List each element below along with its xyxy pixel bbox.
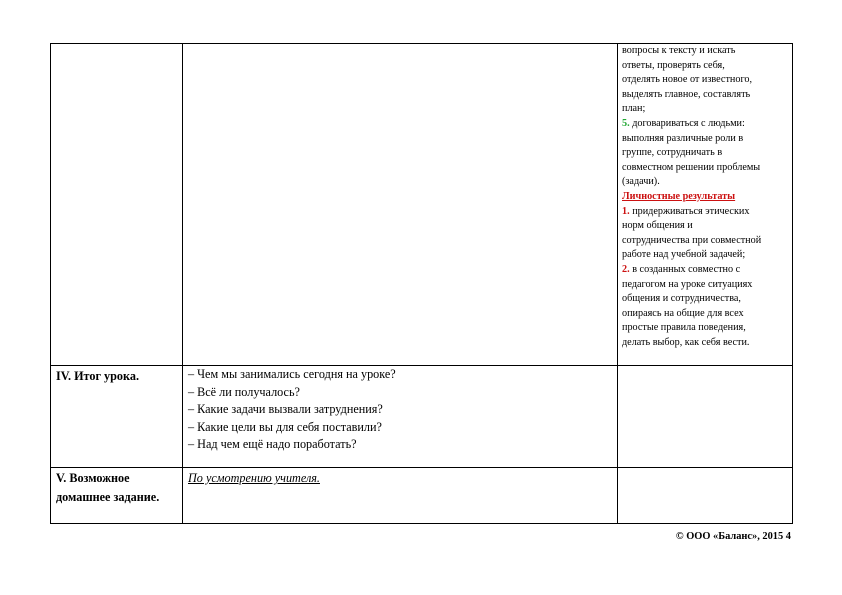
- text-line: договариваться с людьми:: [629, 117, 745, 129]
- question-item: – Над чем ещё надо поработать?: [188, 437, 357, 452]
- text-line: (задачи).: [622, 176, 660, 188]
- item-number: 5.: [622, 117, 630, 129]
- text-line: совместном решении проблемы: [622, 161, 761, 173]
- text-line: работе над учебной задачей;: [622, 249, 746, 261]
- table-row: [51, 366, 793, 468]
- results-cell: [618, 44, 793, 366]
- item-number: 2.: [622, 263, 630, 275]
- content-cell: [183, 468, 618, 524]
- text-line: группе, сотрудничать в: [622, 147, 723, 159]
- text-line: отделять новое от известного,: [622, 74, 753, 86]
- stage-cell: [51, 468, 183, 524]
- results-cell: [618, 468, 793, 524]
- stage-title-line: домашнее задание.: [56, 489, 160, 504]
- stage-cell: [51, 366, 183, 468]
- text-line: сотрудничества при совместной: [622, 234, 762, 246]
- question-item: – Всё ли получалось?: [188, 384, 300, 399]
- table-row: [51, 468, 793, 524]
- list-item: [622, 263, 788, 278]
- text-line: выполняя различные роли в: [622, 132, 744, 144]
- stage-title-line: V. Возможное: [56, 471, 130, 485]
- text-line: план;: [622, 103, 646, 115]
- item-number: 1.: [622, 205, 630, 217]
- list-item: [622, 205, 788, 220]
- text-line: ответы, проверять себя,: [622, 59, 725, 71]
- homework-text: По усмотрению учителя.: [188, 471, 320, 485]
- lesson-plan-table: [50, 43, 793, 524]
- content-cell: [183, 44, 618, 366]
- question-item: – Какие задачи вызвали затруднения?: [188, 402, 383, 417]
- question-item: – Какие цели вы для себя поставили?: [188, 419, 382, 434]
- text-line: общения и сотрудничества,: [622, 293, 741, 305]
- text-line: придерживаться этических: [629, 205, 750, 217]
- text-line: выделять главное, составлять: [622, 88, 751, 100]
- stage-title: [51, 468, 182, 506]
- text-line: опираясь на общие для всех: [622, 307, 744, 319]
- text-line: вопросы к тексту и искать: [622, 45, 736, 56]
- stage-cell: [51, 44, 183, 366]
- stage-title: IV. Итог урока.: [56, 369, 139, 383]
- content-cell: [183, 366, 618, 468]
- question-list: [183, 366, 617, 454]
- results-cell: [618, 366, 793, 468]
- table-row: [51, 44, 793, 366]
- text-line: делать выбор, как себя вести.: [622, 336, 750, 348]
- text-line: простые правила поведения,: [622, 322, 746, 334]
- list-item: [622, 117, 788, 132]
- text-line: в созданных совместно с: [629, 263, 741, 275]
- personal-results-heading: Личностные результаты: [622, 190, 736, 202]
- text-line: норм общения и: [622, 220, 693, 232]
- results-text: [618, 44, 792, 350]
- text-line: педагогом на уроке ситуациях: [622, 278, 753, 290]
- question-item: – Чем мы занимались сегодня на уроке?: [188, 367, 396, 381]
- copyright-footer: © ООО «Баланс», 2015 4: [675, 531, 791, 542]
